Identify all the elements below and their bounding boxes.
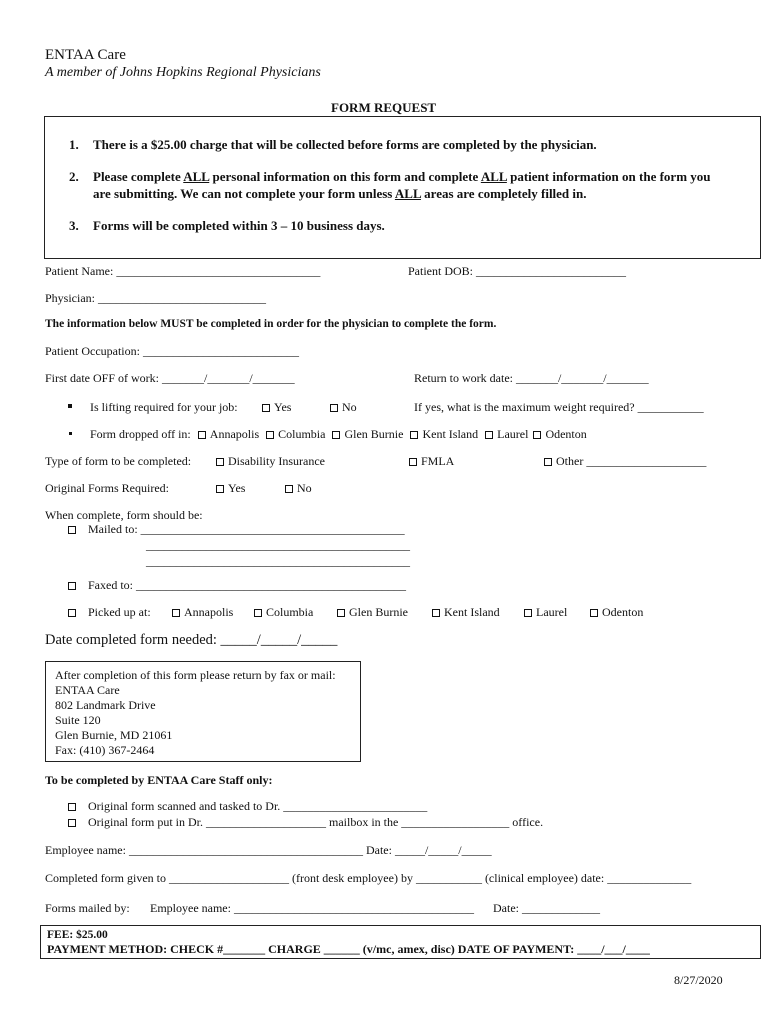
checkbox-icon[interactable] — [68, 582, 76, 590]
option-label: Glen Burnie — [349, 605, 408, 619]
checkbox-icon[interactable] — [590, 609, 598, 617]
rule-2 — [45, 168, 760, 202]
fmla-label: FMLA — [421, 454, 455, 468]
checkbox-icon[interactable] — [172, 609, 180, 617]
fmla-option[interactable] — [409, 454, 454, 469]
option-label: Glen Burnie — [344, 427, 404, 441]
fee-amount: FEE: $25.00 — [47, 929, 108, 941]
checkbox-icon[interactable] — [524, 609, 532, 617]
checkbox-icon[interactable] — [68, 819, 76, 827]
checkbox-icon[interactable] — [330, 404, 338, 412]
rules-box — [44, 116, 761, 259]
picked-up-label: Picked up at: — [88, 605, 151, 619]
tagline: A member of Johns Hopkins Regional Physicians — [45, 65, 321, 80]
lifting-row — [68, 400, 72, 415]
checkbox-icon[interactable] — [432, 609, 440, 617]
lifting-yes-label: Yes — [274, 400, 292, 414]
faxed-field[interactable]: Faxed to: _____________________________________________ — [88, 578, 406, 592]
return-org: ENTAA Care — [55, 683, 120, 697]
pickup-option[interactable] — [337, 605, 408, 620]
pickup-option[interactable] — [590, 605, 643, 620]
scanned-field[interactable]: Original form scanned and tasked to Dr. ________________________ — [88, 799, 428, 813]
option-label: Laurel — [497, 427, 529, 441]
checkbox-icon[interactable] — [198, 431, 206, 439]
form-type-label: Type of form to be completed: — [45, 454, 192, 468]
mailed-field[interactable]: Mailed to: ____________________________________________ — [88, 522, 405, 536]
option-label: Laurel — [536, 605, 568, 619]
checkbox-icon[interactable] — [266, 431, 274, 439]
original-yes-option[interactable] — [216, 481, 245, 496]
checkbox-icon[interactable] — [216, 485, 224, 493]
date-needed-field[interactable]: Date completed form needed: _____/_____/_____ — [45, 632, 338, 648]
return-city: Glen Burnie, MD 21061 — [55, 728, 173, 742]
mailed-option[interactable] — [68, 522, 405, 537]
checkbox-icon[interactable] — [337, 609, 345, 617]
other-label: Other ____________________ — [556, 454, 707, 468]
notice-text: The information below MUST be completed in order for the physician to complete the form. — [45, 318, 497, 330]
option-label: Odenton — [545, 427, 587, 441]
picked-up-option[interactable] — [68, 605, 151, 620]
first-date-off-field[interactable]: First date OFF of work: _______/_______/_______ — [45, 371, 295, 385]
rule-2-text-a: Please complete — [93, 169, 184, 184]
bullet-icon — [69, 432, 72, 435]
mailed-by-date-field[interactable]: Date: _____________ — [493, 901, 600, 915]
rule-1-text: There is a $25.00 charge that will be collected before forms are completed by the physician. — [93, 137, 597, 152]
checkbox-icon[interactable] — [410, 431, 418, 439]
scanned-option[interactable] — [68, 799, 427, 814]
lifting-no-label: No — [342, 400, 357, 414]
original-no-option[interactable] — [285, 481, 312, 496]
pickup-option[interactable] — [254, 605, 313, 620]
return-instructions: After completion of this form please return by fax or mail: — [55, 668, 336, 682]
rule-3-text: Forms will be completed within 3 – 10 business days. — [93, 218, 385, 233]
option-label: Annapolis — [209, 427, 260, 441]
rule-2-text-c: patient information on the form you are submitting. We can not complete your form unless — [93, 169, 711, 201]
checkbox-icon[interactable] — [254, 609, 262, 617]
return-to-work-field[interactable]: Return to work date: _______/_______/_______ — [414, 371, 649, 385]
mailed-line-2[interactable]: ____________________________________________ — [146, 538, 410, 552]
max-weight-field[interactable]: If yes, what is the maximum weight required? ___________ — [414, 400, 704, 414]
lifting-question: Is lifting required for your job: — [90, 400, 238, 414]
mailed-by-employee-field[interactable]: Employee name: ________________________________________ — [150, 901, 474, 915]
employee-name-field[interactable]: Employee name: _______________________________________ Date: _____/_____/_____ — [45, 843, 492, 857]
option-label: Annapolis — [184, 605, 234, 619]
when-complete-label: When complete, form should be: — [45, 508, 203, 522]
checkbox-icon[interactable] — [332, 431, 340, 439]
rule-2-number: 2. — [69, 169, 79, 184]
dropped-off-option[interactable] — [266, 427, 325, 441]
put-in-option[interactable] — [68, 815, 543, 830]
disability-option[interactable] — [216, 454, 325, 469]
pickup-option[interactable] — [524, 605, 567, 620]
rule-2-all-3: ALL — [394, 186, 421, 201]
staff-heading: To be completed by ENTAA Care Staff only: — [45, 773, 273, 787]
original-forms-label: Original Forms Required: — [45, 481, 169, 495]
dropped-off-option[interactable] — [198, 427, 259, 441]
checkbox-icon[interactable] — [68, 609, 76, 617]
dropped-off-option[interactable] — [485, 427, 528, 441]
rule-2-all-1: ALL — [183, 169, 210, 184]
pickup-option[interactable] — [432, 605, 500, 620]
disability-label: Disability Insurance — [228, 454, 325, 468]
lifting-yes-option[interactable] — [262, 400, 291, 415]
checkbox-icon[interactable] — [409, 458, 417, 466]
mailed-line-3[interactable]: ____________________________________________ — [146, 554, 410, 568]
option-label: Odenton — [602, 605, 644, 619]
rule-1-number: 1. — [69, 137, 79, 152]
physician-field[interactable]: Physician: ____________________________ — [45, 291, 266, 305]
original-no-label: No — [297, 481, 312, 495]
checkbox-icon[interactable] — [544, 458, 552, 466]
faxed-option[interactable] — [68, 578, 406, 593]
return-fax: Fax: (410) 367-2464 — [55, 743, 155, 757]
form-title: FORM REQUEST — [331, 100, 437, 115]
rule-2-all-2: ALL — [480, 169, 507, 184]
checkbox-icon[interactable] — [485, 431, 493, 439]
dropped-off-bullet — [69, 427, 72, 442]
footer-date: 8/27/2020 — [674, 973, 723, 987]
occupation-field[interactable]: Patient Occupation: __________________________ — [45, 344, 299, 358]
checkbox-icon[interactable] — [285, 485, 293, 493]
dropped-off-option[interactable] — [332, 427, 403, 441]
dropped-off-label: Form dropped off in: — [90, 427, 191, 441]
payment-method: PAYMENT METHOD: CHECK #_______ CHARGE ______ (v/mc, amex, disc) DATE OF PAYMENT: ____/___/____ — [47, 942, 650, 956]
bullet-icon — [68, 404, 72, 408]
put-in-field[interactable]: Original form put in Dr. ____________________ mailbox in the __________________ office. — [88, 815, 544, 829]
option-label: Columbia — [278, 427, 326, 441]
fee-box — [40, 925, 761, 959]
return-street: 802 Landmark Drive — [55, 698, 156, 712]
checkbox-icon[interactable] — [68, 526, 76, 534]
rules-list — [45, 136, 760, 234]
dropped-off-option[interactable] — [533, 427, 586, 441]
checkbox-icon[interactable] — [216, 458, 224, 466]
patient-name-field[interactable]: Patient Name: __________________________________ — [45, 264, 321, 278]
given-to-field[interactable]: Completed form given to ____________________ (front desk employee) by ___________ (clinical employee) date: ______________ — [45, 871, 692, 885]
dropped-off-option[interactable] — [410, 427, 478, 441]
checkbox-icon[interactable] — [68, 803, 76, 811]
lifting-no-option[interactable] — [330, 400, 357, 415]
pickup-option[interactable] — [172, 605, 233, 620]
original-yes-label: Yes — [228, 481, 246, 495]
rule-1 — [45, 136, 760, 153]
return-address-box — [45, 661, 361, 762]
rule-2-text-d: areas are completely filled in. — [420, 186, 587, 201]
rule-3 — [45, 217, 760, 234]
return-suite: Suite 120 — [55, 713, 101, 727]
option-label: Kent Island — [444, 605, 500, 619]
other-option[interactable] — [544, 454, 706, 469]
option-label: Columbia — [266, 605, 314, 619]
rule-3-number: 3. — [69, 218, 79, 233]
org-name: ENTAA Care — [45, 47, 126, 63]
rule-2-text-b: personal information on this form and complete — [209, 169, 481, 184]
option-label: Kent Island — [422, 427, 479, 441]
mailed-by-label: Forms mailed by: — [45, 901, 130, 915]
checkbox-icon[interactable] — [533, 431, 541, 439]
dropped-off-row — [90, 427, 587, 442]
checkbox-icon[interactable] — [262, 404, 270, 412]
patient-dob-field[interactable]: Patient DOB: _________________________ — [408, 264, 626, 278]
